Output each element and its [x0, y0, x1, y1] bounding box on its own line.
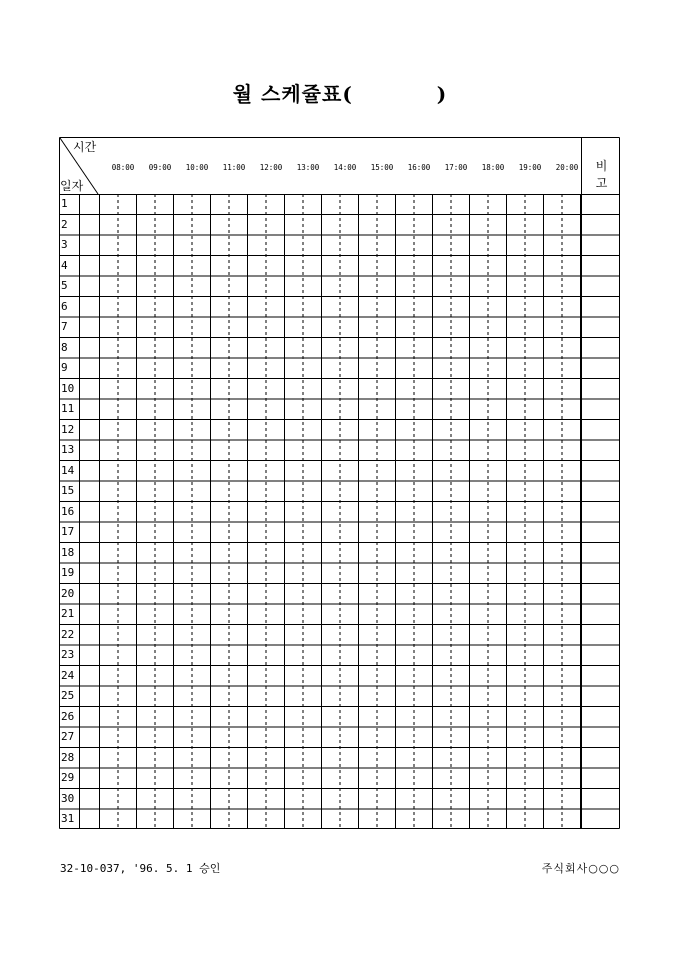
hour-label: 14:00 [333, 163, 357, 172]
day-label: 23 [61, 648, 75, 661]
page-title [0, 78, 680, 107]
day-label: 11 [61, 402, 75, 415]
day-label: 16 [61, 504, 75, 518]
day-label: 19 [61, 566, 75, 579]
day-label: 4 [61, 258, 68, 272]
header-remarks-label: 비 고 [595, 159, 610, 190]
title-text: 월 스케쥴표( [232, 82, 353, 106]
header-date-label: 일자 [60, 179, 84, 193]
schedule-table [59, 137, 620, 829]
day-label: 17 [61, 525, 75, 538]
hour-label: 18:00 [481, 163, 505, 172]
hour-label: 15:00 [370, 163, 394, 172]
day-label: 13 [61, 443, 75, 456]
title-close: ) [436, 82, 448, 106]
form-code: 32-10-037, '96. 5. 1 승인 [60, 862, 221, 875]
hour-label: 11:00 [222, 163, 246, 172]
hour-label: 19:00 [518, 163, 542, 172]
day-label: 1 [61, 197, 68, 210]
hour-label: 17:00 [444, 163, 468, 172]
hour-label: 16:00 [407, 163, 431, 172]
day-label: 6 [61, 299, 68, 313]
hour-label: 20:00 [555, 163, 579, 172]
day-label: 9 [61, 361, 68, 374]
day-label: 10 [61, 381, 75, 395]
hour-label: 10:00 [185, 163, 209, 172]
day-label: 24 [61, 668, 75, 682]
hour-label: 13:00 [296, 163, 320, 172]
company-name: 주식회사○○○ [541, 862, 620, 875]
day-label: 15 [61, 484, 75, 497]
day-label: 7 [61, 320, 68, 333]
hour-label: 08:00 [111, 163, 135, 172]
hour-label: 12:00 [259, 163, 283, 172]
day-label: 28 [61, 750, 75, 764]
day-label: 30 [61, 791, 75, 805]
day-label: 14 [61, 463, 75, 477]
day-label: 26 [61, 709, 75, 723]
day-label: 22 [61, 627, 75, 641]
day-label: 31 [61, 812, 75, 825]
day-label: 21 [61, 607, 75, 620]
day-label: 2 [61, 217, 68, 231]
day-label: 12 [61, 422, 75, 436]
table-lines [59, 137, 620, 829]
day-label: 3 [61, 238, 68, 251]
day-label: 5 [61, 279, 68, 292]
hour-label: 09:00 [148, 163, 172, 172]
day-label: 27 [61, 730, 75, 743]
header-time-label: 시간 [73, 140, 97, 154]
day-label: 25 [61, 689, 75, 702]
day-label: 20 [61, 586, 75, 600]
day-label: 18 [61, 545, 75, 559]
day-label: 8 [61, 340, 68, 354]
day-label: 29 [61, 771, 75, 784]
